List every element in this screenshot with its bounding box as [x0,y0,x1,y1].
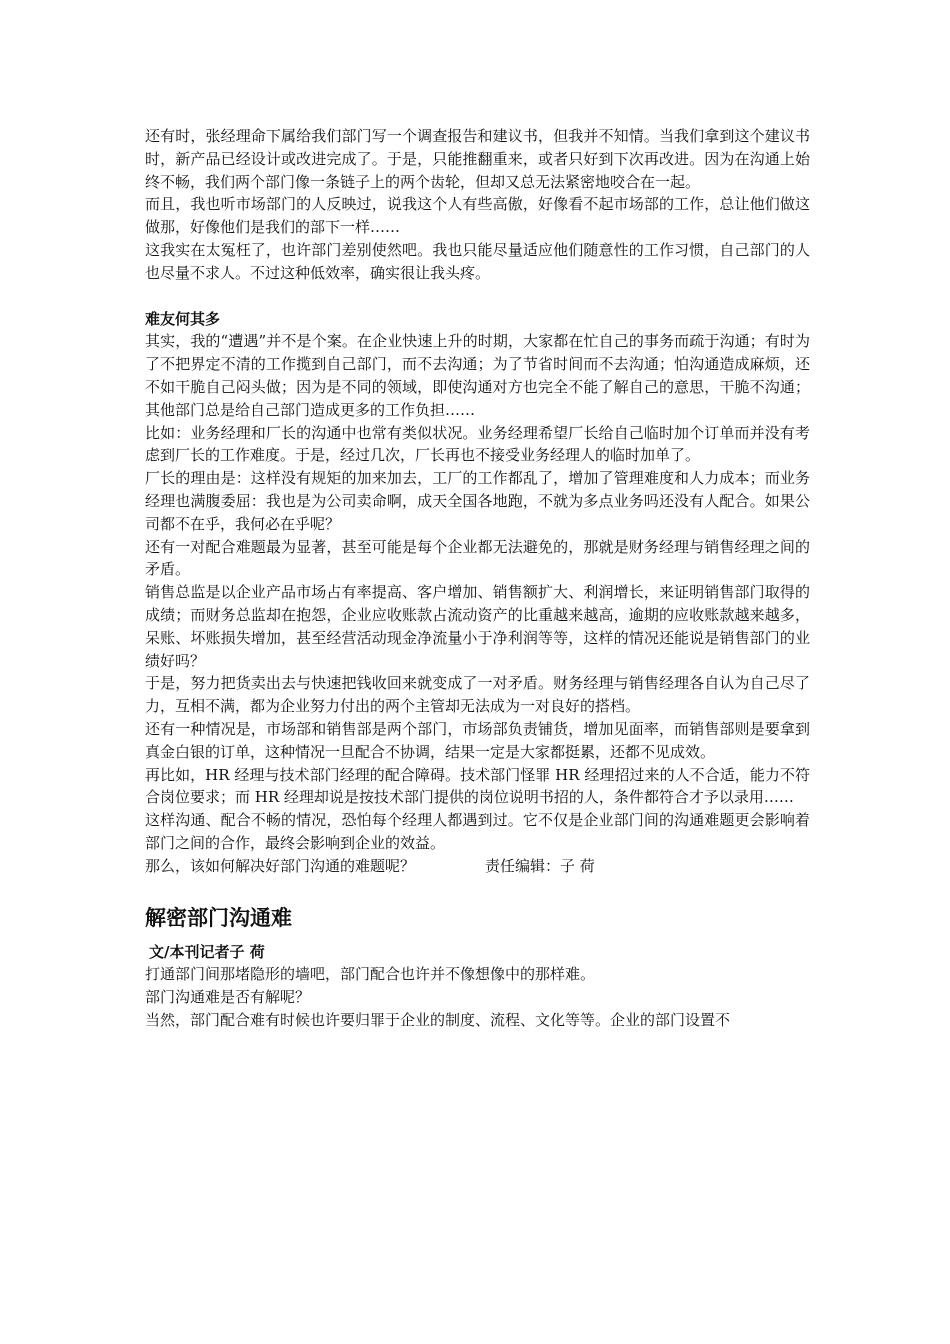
document-page [145,125,810,1032]
paragraph: 还有一对配合难题最为显著，甚至可能是每个企业都无法避免的，那就是财务经理与销售经理之间的矛盾。 [145,537,810,579]
paragraph: 这样沟通、配合不畅的情况，恐怕每个经理人都遇到过。它不仅是企业部门间的沟通难题更会影响着部门之间的合作，最终会影响到企业的效益。 [145,811,810,852]
section-spacer [145,878,810,903]
paragraph: 而且，我也听市场部门的人反映过，说我这个人有些高傲，好像看不起市场部的工作，总让他们做这做那，好像他们是我们的部下一样…… [145,195,810,237]
paragraph: 打通部门间那堵隐形的墙吧，部门配合也许并不像想像中的那样难。 [145,965,596,984]
paragraph: 比如：业务经理和厂长的沟通中也常有类似状况。业务经理希望厂长给自己临时加个订单而并没有考虑到厂长的工作难度。于是，经过几次，厂长再也不接受业务经理人的临时加单了。 [145,423,810,465]
paragraph: 其实，我的“遭遇”并不是个案。在企业快速上升的时期，大家都在忙自己的事务而疏于沟通；有时为了不把界定不清的工作揽到自己部门，而不去沟通；为了节省时间而不去沟通；怕沟通造成麻烦，还不如干脆自己闷头做；因为是不同的领域，即使沟通对方也完全不能了解自己的意思，干脆不沟通；其他部门总是给自己部门造成更多的工作负担…… [145,332,810,419]
paragraph: 再比如，HR 经理与技术部门经理的配合障碍。技术部门怪罪 HR 经理招过来的人不合适，能力不符合岗位要求；而 HR 经理却说是按技术部门提供的岗位说明书招的人，条件都符合才予以录用…… [145,765,810,807]
paragraph: 当然，部门配合难有时候也许要归罪于企业的制度、流程、文化等等。企业的部门设置不 [145,1010,731,1029]
byline: 文/本刊记者子 荷 [149,942,265,961]
paragraph: 销售总监是以企业产品市场占有率提高、客户增加、销售额扩大、利润增长，来证明销售部门取得的成绩；而财务总监却在抱怨，企业应收账款占流动资产的比重越来越高，逾期的应收账款越来越多，呆账、坏账损失增加，甚至经营活动现金净流量小于净利润等等，这样的情况还能说是销售部门的业绩好吗？ [145,583,810,670]
closing-question: 那么，该如何解决好部门沟通的难题呢？ [145,856,416,875]
article-title: 解密部门沟通难 [145,904,292,930]
paragraph: 部门沟通难是否有解呢？ [145,988,311,1007]
paragraph: 还有一种情况是，市场部和销售部是两个部门，市场部负责铺货，增加见面率，而销售部则是要拿到真金白银的订单，这种情况一旦配合不协调，结果一定是大家都挺累，还都不见成效。 [145,719,810,761]
closing-line [145,855,810,878]
paragraph: 厂长的理由是：这样没有规矩的加来加去，工厂的工作都乱了，增加了管理难度和人力成本；而业务经理也满腹委屈：我也是为公司卖命啊，成天全国各地跑，不就为多点业务吗还没有人配合。如果公司都不在乎，我何必在乎呢？ [145,469,810,533]
section-spacer [145,285,810,308]
paragraph: 还有时，张经理命下属给我们部门写一个调查报告和建议书，但我并不知情。当我们拿到这个建议书时，新产品已经设计或改进完成了。于是，只能推翻重来，或者只好到下次再改进。因为在沟通上始终不畅，我们两个部门像一条链子上的两个齿轮，但却又总无法紧密地咬合在一起。 [145,127,810,191]
paragraph: 这我实在太冤枉了，也许部门差别使然吧。我也只能尽量适应他们随意性的工作习惯，自己部门的人也尽量不求人。不过这种低效率，确实很让我头疼。 [145,240,810,282]
title-spacer [145,933,810,941]
section-heading: 难友何其多 [145,309,221,328]
paragraph: 于是，努力把货卖出去与快速把钱收回来就变成了一对矛盾。财务经理与销售经理各自认为自己尽了力，互相不满，都为企业努力付出的两个主管却无法成为一对良好的搭档。 [145,674,810,716]
editor-credit: 责任编辑：子 荷 [485,856,595,875]
